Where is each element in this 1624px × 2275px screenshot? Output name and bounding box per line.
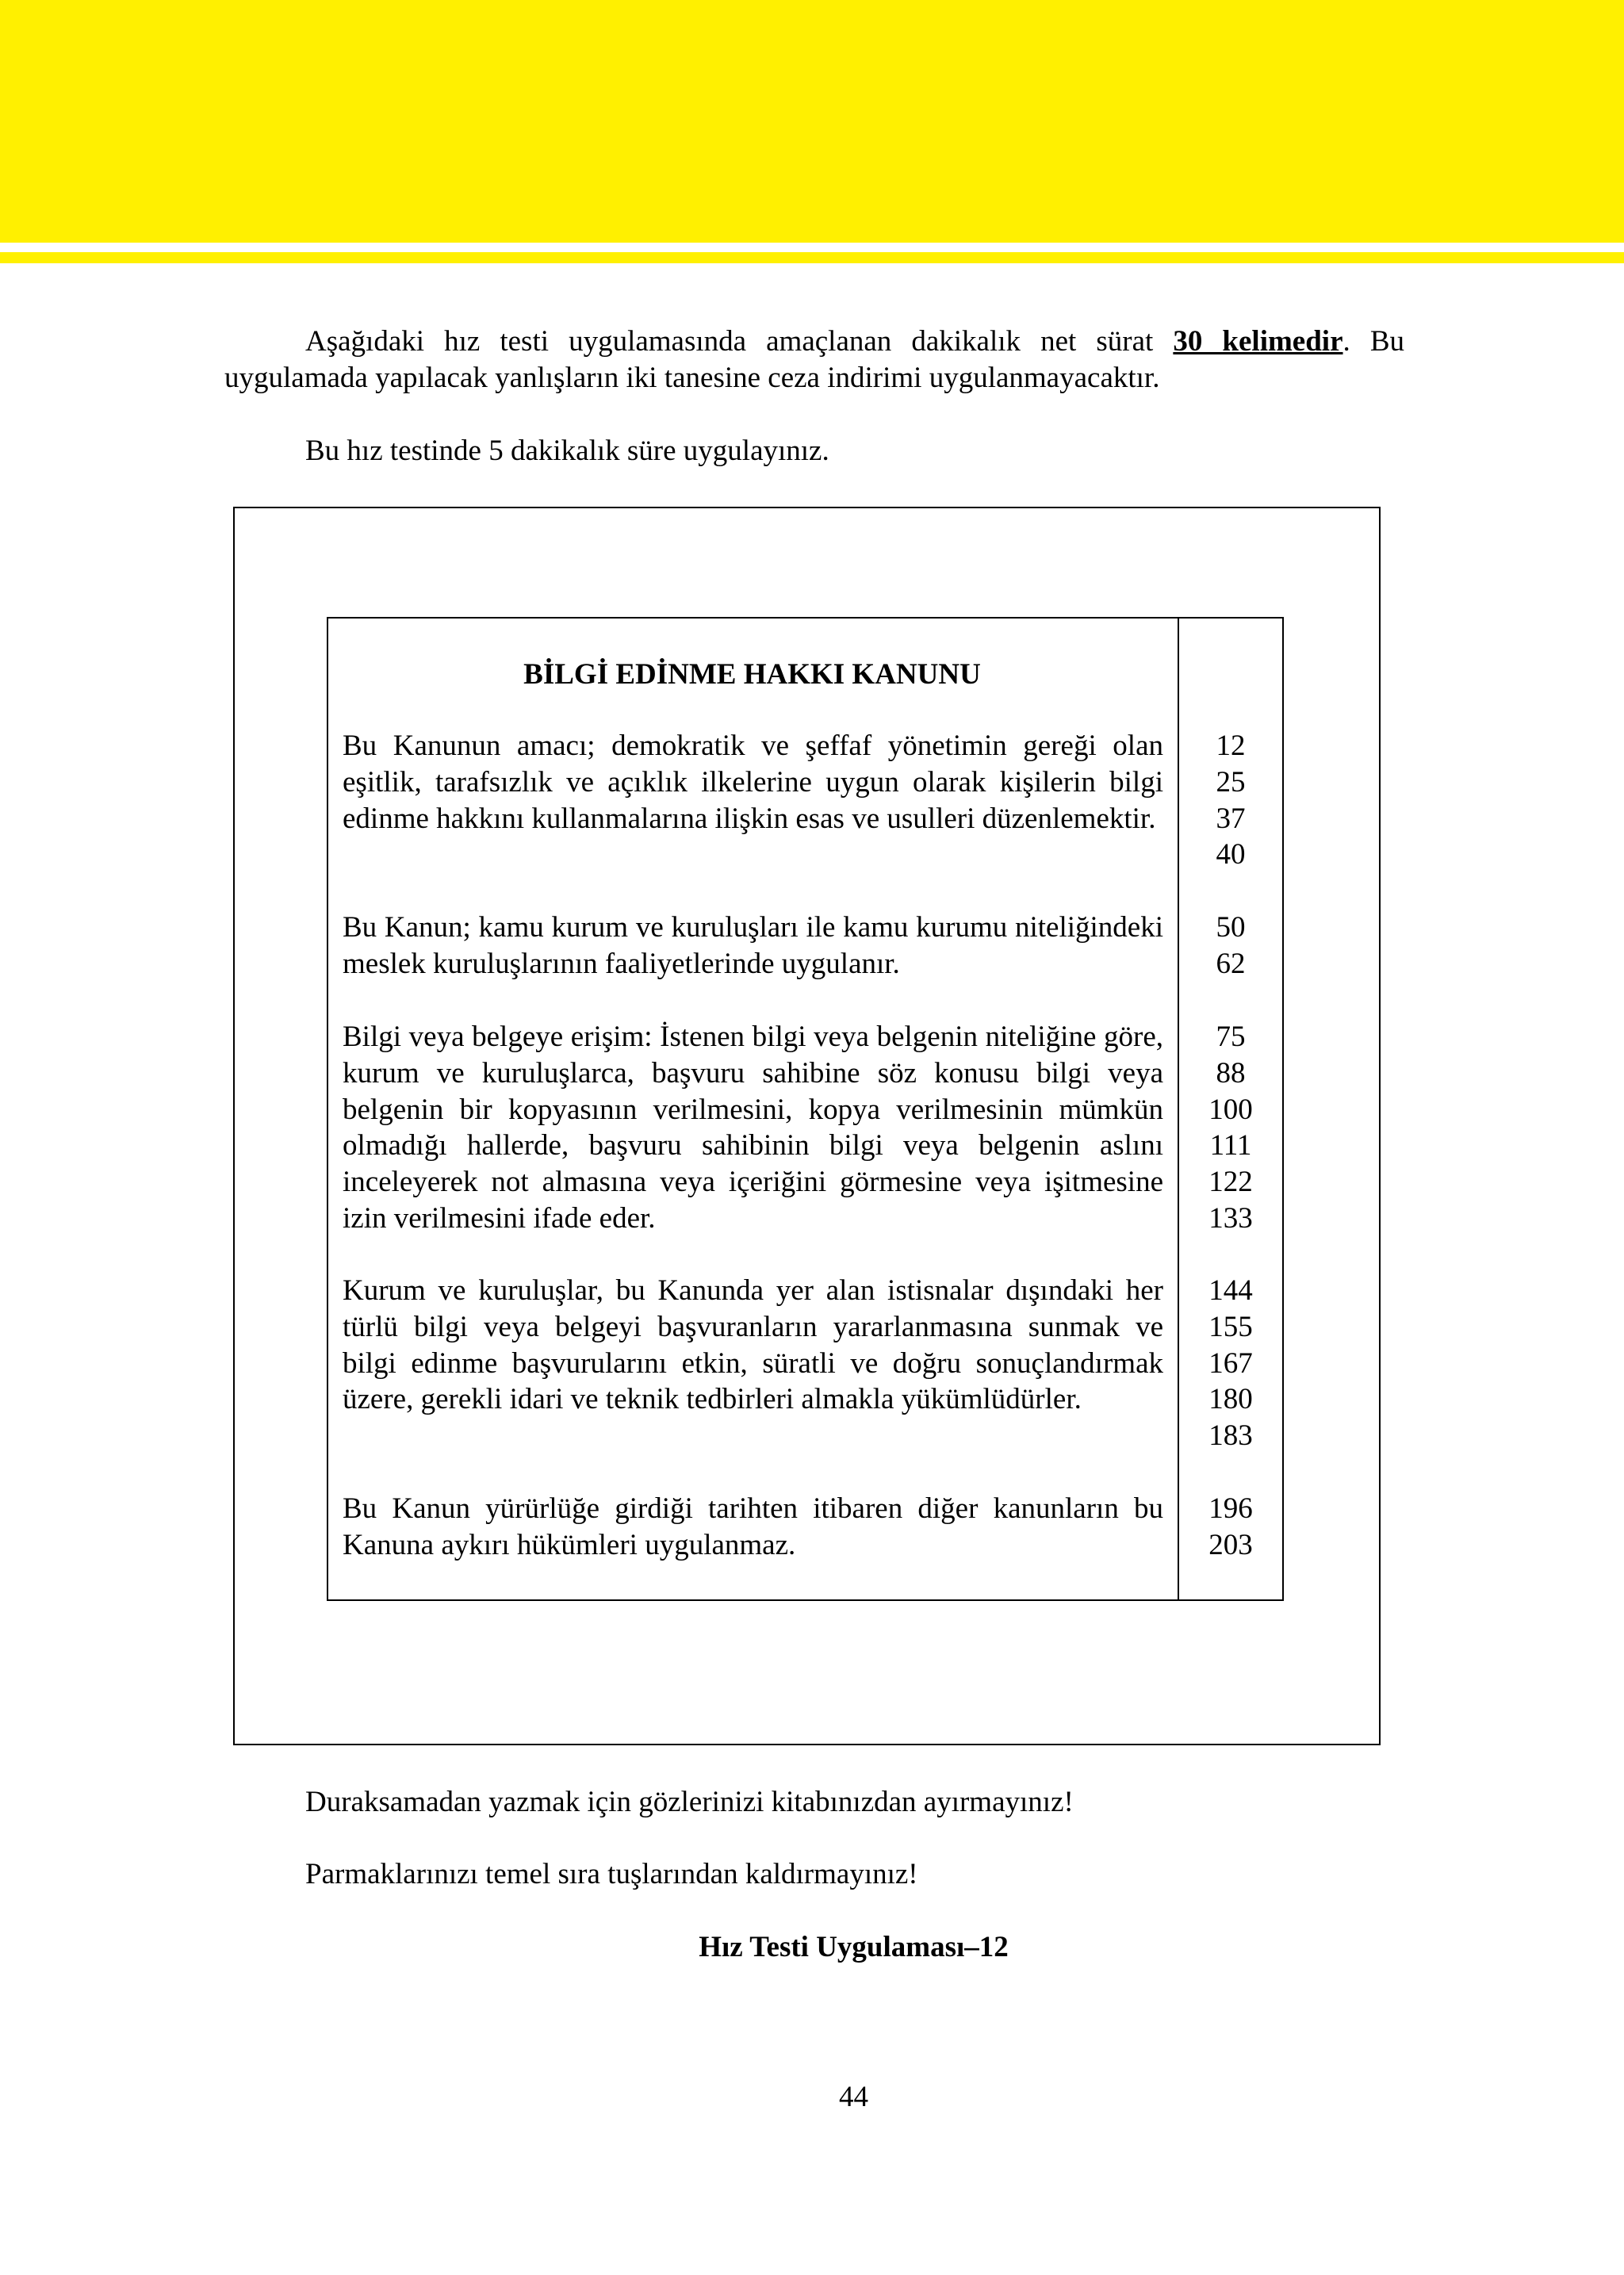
word-counts-paragraph-3 [1179,1019,1282,1237]
intro-paragraph [224,324,1404,396]
header-stripe [0,252,1624,263]
word-count: 50 [1216,911,1246,944]
intro-text-before: Aşağıdaki hız testi uygulamasında amaçlanan dakikalık net sürat [305,325,1174,358]
word-count: 12 [1216,730,1246,762]
word-count: 155 [1208,1310,1253,1343]
tip-home-row: Parmaklarınızı temel sıra tuşlarından kaldırmayınız! [305,1858,918,1890]
word-count: 167 [1208,1346,1253,1380]
word-count: 133 [1208,1201,1253,1235]
word-count: 37 [1216,802,1246,835]
word-count: 25 [1216,765,1246,799]
word-count: 100 [1208,1093,1253,1126]
header-color-band [0,0,1624,243]
exercise-paragraph-5: Bu Kanun yürürlüğe girdiği tarihten itibaren diğer kanunların bu Kanuna aykırı hükümleri uygulanmaz. [343,1492,1163,1561]
tip-keep-eyes-on-book: Duraksamadan yazmak için gözlerinizi kitabınızdan ayırmayınız! [305,1786,1074,1818]
word-count: 75 [1216,1021,1246,1053]
word-count: 196 [1208,1492,1253,1525]
word-count: 40 [1216,838,1246,871]
word-count: 180 [1208,1383,1253,1416]
exercise-paragraph-3: Bilgi veya belgeye erişim: İstenen bilgi veya belgenin niteliğine göre, kurum ve kuruluşlarca, başvuru sahibine söz konusu bilgi veya belgenin bir kopyasının verilmesini, kopya verilmesinin mümkün olmadığı hallerde, başvuru sahibinin bilgi veya belgenin aslını inceleyerek not almasına veya içeriğini görmesine veya işitmesine izin verilmesini ifade eder. [343,1021,1163,1235]
word-counts-paragraph-5 [1179,1491,1282,1564]
word-count: 111 [1209,1129,1252,1162]
exercise-paragraph-4: Kurum ve kuruluşlar, bu Kanunda yer alan istisnalar dışındaki her türlü bilgi veya belgeyi başvuranların yararlanmasına sunmak ve bilgi edinme başvurularını etkin, süratli ve doğru sonuçlandırmak üzere, gerekli idari ve teknik tedbirleri almakla yükümlüdürler. [343,1274,1163,1416]
word-count: 122 [1208,1166,1253,1199]
word-counts-paragraph-2 [1179,910,1282,982]
exercise-title: BİLGİ EDİNME HAKKI KANUNU [523,658,981,691]
page-number: 44 [839,2081,868,2113]
exercise-footer-title: Hız Testi Uygulaması–12 [699,1931,1009,1963]
word-counts-paragraph-4 [1179,1273,1282,1454]
word-count: 62 [1216,947,1246,980]
target-speed-highlight: 30 kelimedir [1173,325,1343,358]
word-count: 88 [1216,1056,1246,1090]
word-counts-paragraph-1 [1179,728,1282,873]
word-count: 183 [1208,1419,1253,1453]
word-count: 203 [1208,1528,1253,1561]
time-instruction: Bu hız testinde 5 dakikalık süre uygulayınız. [305,435,829,467]
exercise-paragraph-1: Bu Kanunun amacı; demokratik ve şeffaf yönetimin gereği olan eşitlik, tarafsızlık ve açıklık ilkelerine uygun olarak kişilerin bilgi edinme hakkını kullanmalarına ilişkin esas ve usulleri düzenlemektir. [343,730,1163,835]
exercise-paragraph-2: Bu Kanun; kamu kurum ve kuruluşları ile kamu kurumu niteliğindeki meslek kuruluşlarının faaliyetlerinde uygulanır. [343,911,1163,980]
intro-text-after: . Bu uygulamada yapılacak yanlışların iki tanesine ceza indirimi uygulanmayacaktır. [224,325,1405,394]
word-count: 144 [1208,1274,1253,1307]
